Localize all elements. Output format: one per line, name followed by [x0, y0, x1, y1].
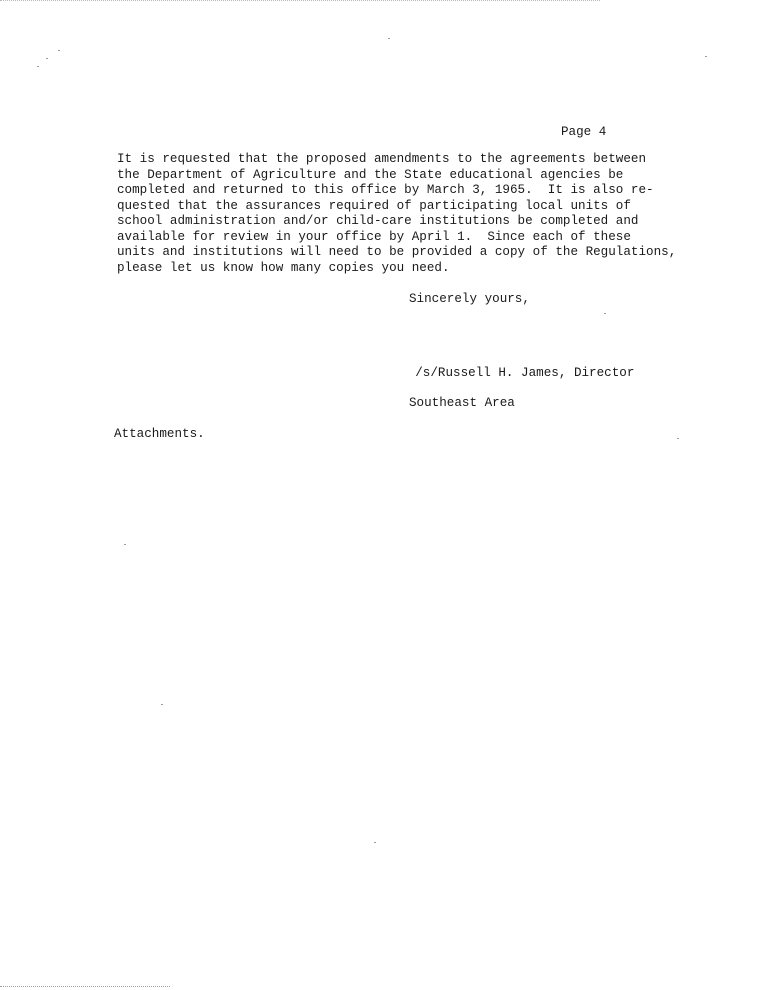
closing-salutation: Sincerely yours, [409, 292, 530, 306]
scan-speck [124, 544, 126, 545]
body-line: units and institutions will need to be provided a copy of the Regulations, [117, 245, 677, 259]
scan-speck [677, 438, 679, 439]
body-line: It is requested that the proposed amendments to the agreements between [117, 152, 647, 166]
body-line: completed and returned to this office by March 3, 1965. It is also re- [117, 183, 654, 197]
scan-speck [37, 66, 39, 67]
signature-block [385, 351, 634, 441]
body-line: school administration and/or child-care institutions be completed and [117, 214, 639, 228]
page-number: Page 4 [561, 125, 607, 139]
body-paragraph [117, 152, 676, 276]
scan-speck [58, 50, 60, 51]
body-line: quested that the assurances required of participating local units of [117, 198, 631, 213]
signature-title: Southeast Area [409, 396, 515, 410]
attachments-note: Attachments. [114, 427, 205, 441]
scan-speck [161, 704, 163, 705]
body-line: please let us know how many copies you need. [117, 260, 450, 275]
scan-speck [46, 58, 48, 59]
scan-top-edge [0, 0, 600, 1]
body-line: available for review in your office by April 1. Since each of these [117, 229, 631, 244]
scan-speck [604, 313, 606, 314]
scan-speck [705, 56, 707, 57]
signature-name: /s/Russell H. James, Director [415, 366, 635, 380]
scan-bottom-edge [0, 986, 170, 987]
body-line: the Department of Agriculture and the State educational agencies be [117, 167, 624, 182]
scan-speck [374, 842, 376, 843]
scan-speck [388, 38, 390, 39]
